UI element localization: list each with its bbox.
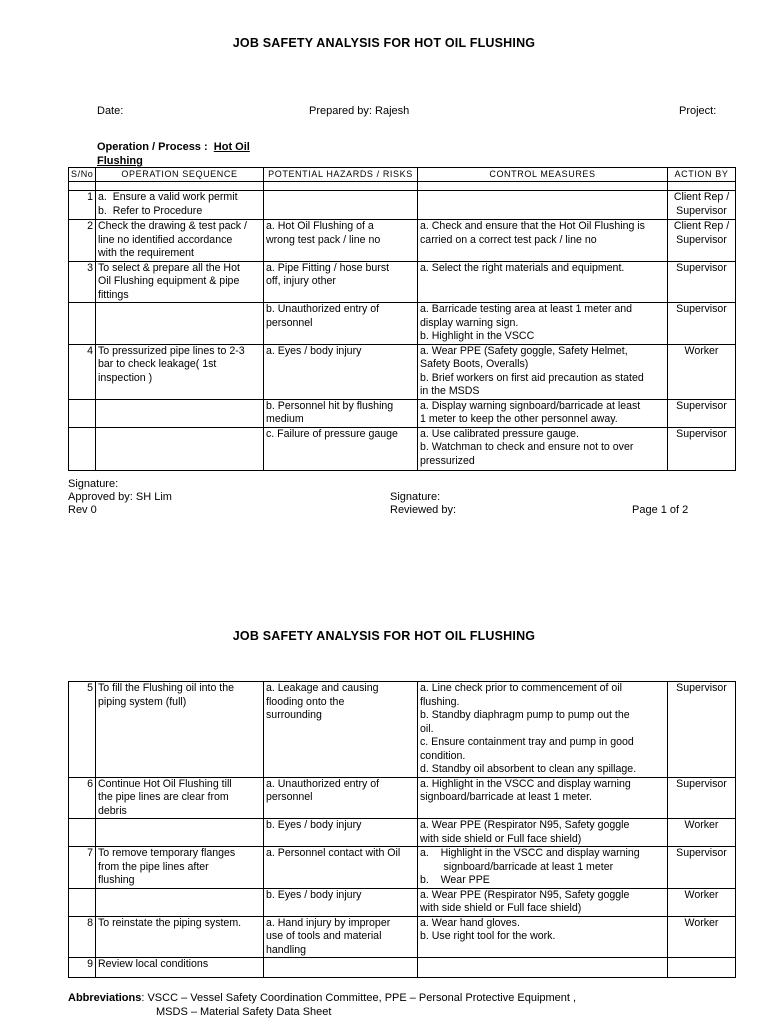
operation-sequence-cell-line: b. Refer to Procedure — [98, 204, 203, 217]
action-by-cell — [668, 777, 736, 819]
operation-sequence-cell — [96, 220, 264, 262]
control-measure-cell-line: a. Highlight in the VSCC and display warning — [420, 847, 640, 859]
operation-sequence-cell-line: line no identified accordance — [98, 233, 233, 246]
row-number: 1 — [69, 191, 96, 220]
jsa-table-page1 — [68, 167, 736, 471]
hazard-cell — [264, 261, 418, 303]
control-measure-cell-line: 1 meter to keep the other personnel away. — [420, 413, 618, 425]
operation-value-2: Flushing — [97, 155, 143, 167]
operation-sequence-cell — [96, 427, 264, 470]
action-by-cell-line: Worker — [684, 819, 719, 831]
operation-sequence-cell-line: To select & prepare all the Hot — [98, 261, 240, 274]
action-by-cell-line: Supervisor — [676, 847, 727, 859]
action-by-cell — [668, 191, 736, 220]
row-number — [69, 888, 96, 916]
header-operation-sequence: OPERATION SEQUENCE — [96, 168, 264, 182]
row-number — [69, 399, 96, 427]
control-measure-cell-line: in the MSDS — [420, 385, 480, 397]
action-by-cell — [668, 847, 736, 889]
control-measure-cell-line: a. Check and ensure that the Hot Oil Flushing is — [420, 220, 645, 232]
hazard-cell-line: flooding onto the — [266, 695, 345, 708]
action-by-cell-line: Supervisor — [676, 261, 727, 274]
table-header-row — [69, 168, 736, 182]
row-number — [69, 819, 96, 847]
operation-sequence-cell — [96, 888, 264, 916]
hazard-cell-line: wrong test pack / line no — [266, 233, 381, 246]
table-row — [69, 427, 736, 470]
operation-sequence-cell-line: To remove temporary flanges — [98, 847, 236, 859]
prepared-by: Prepared by: Rajesh — [309, 105, 410, 117]
control-measure-cell-line: a. Use calibrated pressure gauge. — [420, 427, 579, 440]
control-measure-cell-line: b. Highlight in the VSCC — [420, 330, 535, 342]
hazard-cell-line: medium — [266, 413, 304, 425]
header-action-by: ACTION BY — [668, 168, 736, 182]
control-measure-cell-line: signboard/barricade at least 1 meter. — [420, 791, 592, 803]
control-measure-cell-line: with side shield or Full face shield) — [420, 832, 582, 845]
operation-sequence-cell-line: from the pipe lines after — [98, 860, 209, 873]
table-row — [69, 220, 736, 262]
hazard-cell-line: c. Failure of pressure gauge — [266, 427, 398, 440]
control-measure-cell-line: display warning sign. — [420, 316, 519, 329]
action-by-cell — [668, 399, 736, 427]
signature-label-2: Signature: — [390, 491, 441, 503]
row-number: 5 — [69, 682, 96, 778]
operation-sequence-cell — [96, 958, 264, 978]
action-by-cell — [668, 303, 736, 345]
hazard-cell-line: b. Personnel hit by flushing — [266, 399, 394, 412]
row-number — [69, 303, 96, 345]
control-measure-cell — [418, 682, 668, 778]
row-number: 8 — [69, 916, 96, 958]
revision: Rev 0 — [68, 504, 97, 516]
hazard-cell-line: a. Hot Oil Flushing of a — [266, 220, 374, 232]
operation-sequence-cell — [96, 777, 264, 819]
action-by-cell-line: Client Rep / — [673, 220, 730, 232]
operation-process — [97, 140, 250, 168]
control-measure-cell-line: a. Select the right materials and equipment. — [420, 261, 625, 274]
table-row — [69, 682, 736, 778]
row-number: 4 — [69, 344, 96, 399]
hazard-cell — [264, 427, 418, 470]
hazard-cell — [264, 303, 418, 345]
control-measure-cell — [418, 916, 668, 958]
hazard-cell-line: a. Unauthorized entry of — [266, 777, 380, 790]
operation-sequence-cell-line: inspection ) — [98, 371, 153, 384]
control-measure-cell-line: b. Wear PPE — [420, 874, 490, 886]
hazard-cell — [264, 682, 418, 778]
action-by-cell-line: Supervisor — [676, 233, 727, 246]
operation-sequence-cell-line: Check the drawing & test pack / — [98, 220, 247, 232]
action-by-cell-line: Supervisor — [676, 204, 727, 217]
action-by-cell-line: Supervisor — [676, 303, 727, 315]
hazard-cell — [264, 399, 418, 427]
control-measure-cell-line: pressurized — [420, 454, 475, 467]
hazard-cell — [264, 888, 418, 916]
hazard-cell — [264, 958, 418, 978]
control-measure-cell-line: b. Watchman to check and ensure not to over — [420, 441, 634, 453]
table-row — [69, 958, 736, 978]
operation-sequence-cell-line: To pressurized pipe lines to 2-3 — [98, 344, 245, 357]
control-measure-cell — [418, 220, 668, 262]
control-measure-cell — [418, 819, 668, 847]
hazard-cell — [264, 777, 418, 819]
control-measure-cell-line: a. Wear hand gloves. — [420, 916, 520, 929]
hazard-cell — [264, 344, 418, 399]
operation-sequence-cell-line: the pipe lines are clear from — [98, 791, 229, 803]
table-row — [69, 916, 736, 958]
action-by-cell — [668, 261, 736, 303]
action-by-cell — [668, 427, 736, 470]
date-label: Date: — [97, 105, 124, 117]
operation-sequence-cell — [96, 682, 264, 778]
table-row — [69, 344, 736, 399]
action-by-cell-line: Supervisor — [676, 427, 727, 440]
abbreviations-line-2: MSDS – Material Safety Data Sheet — [156, 1006, 332, 1018]
control-measure-cell — [418, 888, 668, 916]
operation-sequence-cell — [96, 344, 264, 399]
row-number: 2 — [69, 220, 96, 262]
control-measure-cell-line: flushing. — [420, 695, 460, 708]
hazard-cell-line: b. Unauthorized entry of — [266, 303, 380, 315]
hazard-cell-line: a. Leakage and causing — [266, 682, 379, 694]
control-measure-cell-line: d. Standby oil absorbent to clean any spillage. — [420, 763, 637, 775]
hazard-cell-line: off, injury other — [266, 275, 336, 287]
control-measure-cell-line: b. Use right tool for the work. — [420, 930, 556, 942]
control-measure-cell-line: carried on a correct test pack / line no — [420, 233, 597, 246]
action-by-cell-line: Worker — [684, 888, 719, 901]
row-number: 9 — [69, 958, 96, 978]
action-by-cell — [668, 958, 736, 978]
operation-value-1: Hot Oil — [213, 141, 250, 153]
control-measure-cell — [418, 191, 668, 220]
action-by-cell-line: Worker — [684, 344, 719, 357]
control-measure-cell — [418, 777, 668, 819]
hazard-cell-line: use of tools and material — [266, 930, 382, 942]
operation-sequence-cell — [96, 303, 264, 345]
header-spacer-row — [69, 182, 736, 191]
operation-sequence-cell-line: Continue Hot Oil Flushing till — [98, 777, 232, 790]
control-measure-cell-line: a. Highlight in the VSCC and display warning — [420, 777, 631, 790]
hazard-cell-line: surrounding — [266, 709, 322, 721]
table-row — [69, 399, 736, 427]
operation-sequence-cell — [96, 261, 264, 303]
action-by-cell-line: Supervisor — [676, 399, 727, 412]
action-by-cell — [668, 220, 736, 262]
control-measure-cell-line: a. Wear PPE (Safety goggle, Safety Helmet, — [420, 344, 628, 357]
row-number: 3 — [69, 261, 96, 303]
control-measure-cell-line: a. Line check prior to commencement of oil — [420, 682, 622, 694]
hazard-cell-line: personnel — [266, 791, 313, 803]
page1-title: JOB SAFETY ANALYSIS FOR HOT OIL FLUSHING — [232, 36, 536, 50]
hazard-cell-line: handling — [266, 943, 307, 956]
control-measure-cell — [418, 399, 668, 427]
hazard-cell-line: a. Eyes / body injury — [266, 344, 362, 357]
control-measure-cell-line: b. Standby diaphragm pump to pump out the — [420, 709, 630, 721]
operation-sequence-cell — [96, 916, 264, 958]
operation-sequence-cell-line: piping system (full) — [98, 695, 187, 708]
hazard-cell-line: personnel — [266, 316, 313, 329]
control-measure-cell-line: with side shield or Full face shield) — [420, 902, 582, 914]
approved-by: Approved by: SH Lim — [68, 491, 172, 503]
control-measure-cell-line: Safety Boots, Overalls) — [420, 358, 529, 370]
control-measure-cell-line: signboard/barricade at least 1 meter — [420, 860, 614, 873]
row-number — [69, 427, 96, 470]
operation-sequence-cell-line: flushing — [98, 874, 135, 886]
page2-title: JOB SAFETY ANALYSIS FOR HOT OIL FLUSHING — [232, 629, 536, 643]
table-row — [69, 777, 736, 819]
signature-label: Signature: — [68, 478, 119, 490]
abbreviations — [68, 992, 576, 1004]
operation-sequence-cell-line: debris — [98, 804, 127, 817]
table-row — [69, 888, 736, 916]
project-label: Project: — [679, 105, 717, 117]
abbreviations-line-1: : VSCC – Vessel Safety Coordination Committee, PPE – Personal Protective Equipment , — [141, 992, 577, 1004]
control-measure-cell — [418, 261, 668, 303]
operation-sequence-cell-line: with the requirement — [98, 247, 194, 259]
control-measure-cell-line: condition. — [420, 749, 466, 762]
control-measure-cell-line: c. Ensure containment tray and pump in good — [420, 736, 634, 748]
header-sno: S/No — [69, 168, 96, 182]
row-number: 6 — [69, 777, 96, 819]
hazard-cell-line: a. Pipe Fitting / hose burst — [266, 261, 390, 274]
hazard-cell — [264, 916, 418, 958]
hazard-cell — [264, 191, 418, 220]
table-row — [69, 303, 736, 345]
header-potential-hazards: POTENTIAL HAZARDS / RISKS — [264, 168, 418, 182]
page-number: Page 1 of 2 — [632, 504, 689, 516]
hazard-cell — [264, 819, 418, 847]
operation-sequence-cell-line: fittings — [98, 288, 129, 301]
table-row — [69, 191, 736, 220]
operation-sequence-cell-line: bar to check leakage( 1st — [98, 358, 217, 370]
hazard-cell-line: b. Eyes / body injury — [266, 819, 362, 831]
operation-sequence-cell-line: To reinstate the piping system. — [98, 916, 242, 929]
hazard-cell — [264, 220, 418, 262]
control-measure-cell-line: a. Wear PPE (Respirator N95, Safety goggle — [420, 819, 630, 831]
jsa-table-page2 — [68, 681, 736, 978]
operation-label: Operation / Process : — [97, 141, 208, 153]
hazard-cell — [264, 847, 418, 889]
control-measure-cell — [418, 303, 668, 345]
action-by-cell — [668, 888, 736, 916]
header-control-measures: CONTROL MEASURES — [418, 168, 668, 182]
action-by-cell-line: Client Rep / — [673, 191, 730, 203]
action-by-cell-line: Supervisor — [676, 682, 727, 694]
action-by-cell — [668, 682, 736, 778]
control-measure-cell-line: b. Brief workers on first aid precaution as stated — [420, 371, 644, 384]
operation-sequence-cell-line: a. Ensure a valid work permit — [98, 191, 238, 203]
table-row — [69, 261, 736, 303]
hazard-cell-line: a. Personnel contact with Oil — [266, 847, 401, 859]
operation-sequence-cell — [96, 399, 264, 427]
control-measure-cell-line: a. Wear PPE (Respirator N95, Safety goggle — [420, 888, 630, 901]
hazard-cell-line: a. Hand injury by improper — [266, 916, 391, 929]
action-by-cell-line: Supervisor — [676, 777, 727, 790]
control-measure-cell — [418, 958, 668, 978]
action-by-cell — [668, 916, 736, 958]
reviewed-by: Reviewed by: — [390, 504, 457, 516]
control-measure-cell-line: oil. — [420, 722, 434, 735]
action-by-cell-line: Worker — [684, 916, 719, 929]
row-number: 7 — [69, 847, 96, 889]
control-measure-cell — [418, 344, 668, 399]
operation-sequence-cell-line: Review local conditions — [98, 958, 209, 970]
control-measure-cell — [418, 427, 668, 470]
operation-sequence-cell-line: Oil Flushing equipment & pipe — [98, 275, 240, 287]
table-row — [69, 847, 736, 889]
operation-sequence-cell-line: To fill the Flushing oil into the — [98, 682, 235, 694]
operation-sequence-cell — [96, 191, 264, 220]
control-measure-cell-line: a. Barricade testing area at least 1 meter and — [420, 303, 632, 315]
table-row — [69, 819, 736, 847]
hazard-cell-line: b. Eyes / body injury — [266, 888, 362, 901]
action-by-cell — [668, 819, 736, 847]
action-by-cell — [668, 344, 736, 399]
operation-sequence-cell — [96, 819, 264, 847]
control-measure-cell-line: a. Display warning signboard/barricade at least — [420, 399, 641, 412]
operation-sequence-cell — [96, 847, 264, 889]
abbreviations-label: Abbreviations — [68, 992, 142, 1004]
control-measure-cell — [418, 847, 668, 889]
